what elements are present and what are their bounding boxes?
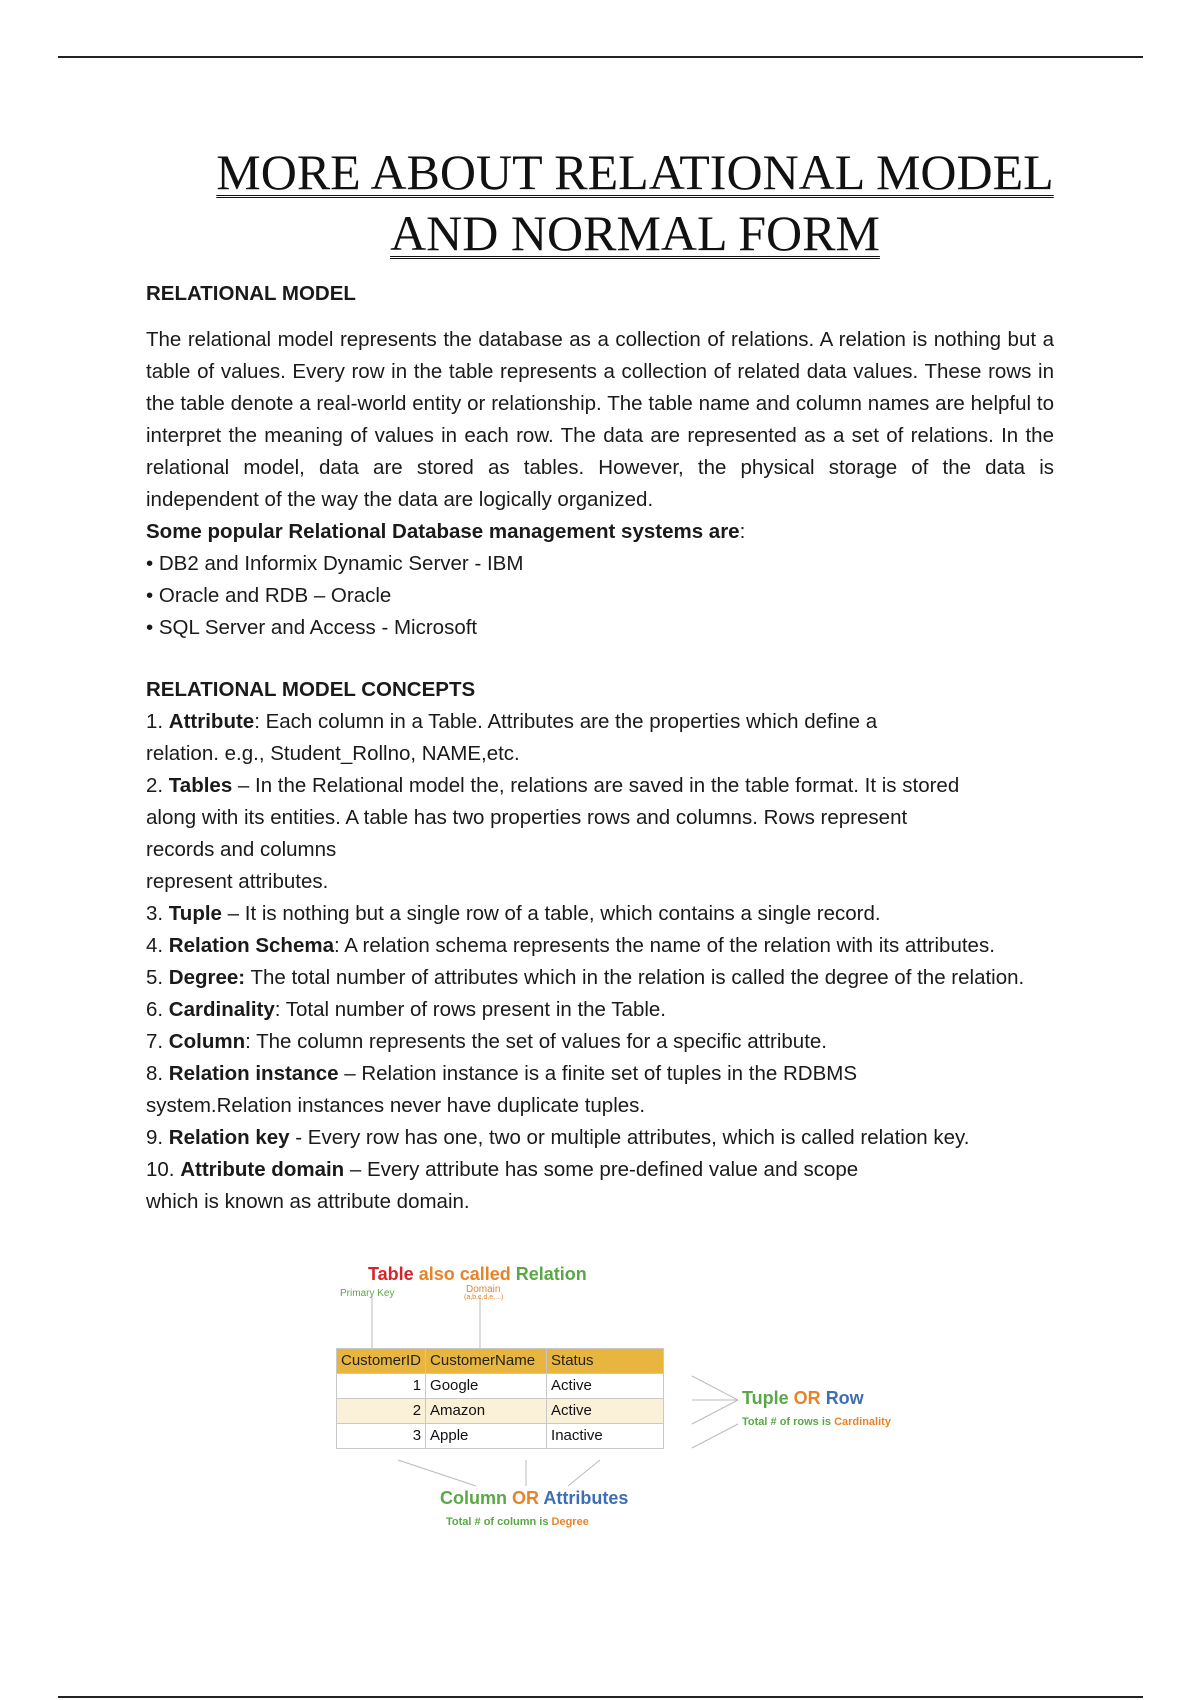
table-cell: Active bbox=[547, 1374, 664, 1399]
bottom-rule bbox=[58, 1696, 1143, 1698]
table-cell: Inactive bbox=[547, 1424, 664, 1449]
concept-relation-instance: 8. Relation instance – Relation instance is a finite set of tuples in the RDBMS bbox=[146, 1062, 858, 1085]
concept-tables-cont: along with its entities. A table has two properties rows and columns. Rows represent bbox=[146, 806, 908, 829]
concept-attribute: 1. Attribute: Each column in a Table. Attributes are the properties which define a bbox=[146, 710, 878, 733]
concept-degree: 5. Degree: The total number of attributes which in the relation is called the degree of the relation. bbox=[146, 966, 1025, 989]
concept-relation-schema: 4. Relation Schema: A relation schema represents the name of the relation with its attributes. bbox=[146, 934, 995, 957]
concept-tables: 2. Tables – In the Relational model the, relations are saved in the table format. It is stored bbox=[146, 774, 960, 797]
concept-attribute-cont: relation. e.g., Student_Rollno, NAME,etc. bbox=[146, 742, 520, 765]
column-header: CustomerName bbox=[426, 1349, 547, 1374]
popular-systems-heading: Some popular Relational Database management systems are: bbox=[146, 520, 746, 543]
diagram-title: Table also called Relation bbox=[368, 1264, 587, 1284]
page-title: MORE ABOUT RELATIONAL MODEL AND NORMAL FORM bbox=[216, 144, 1054, 261]
system-item: • Oracle and RDB – Oracle bbox=[146, 584, 392, 607]
concept-tuple: 3. Tuple – It is nothing but a single row of a table, which contains a single record. bbox=[146, 902, 881, 925]
cardinality-caption: Total # of rows is Cardinality bbox=[742, 1416, 891, 1428]
table-row bbox=[337, 1424, 664, 1449]
concept-relation-key: 9. Relation key - Every row has one, two or multiple attributes, which is called relation key. bbox=[146, 1126, 970, 1149]
column-attributes-label: Column OR Attributes bbox=[440, 1488, 629, 1508]
table-cell: Google bbox=[426, 1374, 547, 1399]
domain-sub-label: (a,b,c,d,e,...) bbox=[464, 1294, 504, 1301]
table-cell: 2 bbox=[337, 1399, 426, 1424]
system-item: • DB2 and Informix Dynamic Server - IBM bbox=[146, 552, 524, 575]
section-heading-concepts: RELATIONAL MODEL CONCEPTS bbox=[146, 678, 476, 701]
relational-model-paragraph: The relational model represents the database as a collection of relations. A relation is nothing but a table of values. Every row in the table represents a collection of related data values. These rows in the table denote a real-world entity or relationship. The table name and column names are helpful to interpret the meaning of values in each row. The data are represented as a set of relations. In the relational model, data are stored as tables. However, the physical storage of the data is independent of the way the data are logically organized. bbox=[146, 328, 1054, 511]
table-row bbox=[337, 1374, 664, 1399]
primary-key-label: Primary Key bbox=[340, 1288, 395, 1299]
concept-tables-cont: records and columns bbox=[146, 838, 337, 861]
table-cell: Apple bbox=[426, 1424, 547, 1449]
concept-attribute-domain-cont: which is known as attribute domain. bbox=[146, 1190, 470, 1213]
degree-caption: Total # of column is Degree bbox=[446, 1516, 589, 1528]
system-item: • SQL Server and Access - Microsoft bbox=[146, 616, 478, 639]
concept-attribute-domain: 10. Attribute domain – Every attribute has some pre-defined value and scope bbox=[146, 1158, 859, 1181]
column-header: CustomerID bbox=[337, 1349, 426, 1374]
concept-relation-instance-cont: system.Relation instances never have duplicate tuples. bbox=[146, 1094, 646, 1117]
table-cell: Active bbox=[547, 1399, 664, 1424]
tuple-row-label: Tuple OR Row bbox=[742, 1388, 864, 1408]
top-rule bbox=[58, 56, 1143, 58]
column-header: Status bbox=[547, 1349, 664, 1374]
concept-cardinality: 6. Cardinality: Total number of rows present in the Table. bbox=[146, 998, 666, 1021]
table-cell: 3 bbox=[337, 1424, 426, 1449]
concept-tables-cont: represent attributes. bbox=[146, 870, 329, 893]
example-relation-table bbox=[336, 1348, 664, 1449]
section-heading-relational-model: RELATIONAL MODEL bbox=[146, 282, 356, 305]
table-cell: 1 bbox=[337, 1374, 426, 1399]
document-body bbox=[146, 278, 1106, 1218]
domain-label: Domain bbox=[466, 1284, 501, 1295]
table-row bbox=[337, 1399, 664, 1424]
table-cell: Amazon bbox=[426, 1399, 547, 1424]
relation-diagram bbox=[328, 1264, 900, 1547]
table-header-row bbox=[337, 1349, 664, 1374]
concept-column: 7. Column: The column represents the set of values for a specific attribute. bbox=[146, 1030, 827, 1053]
